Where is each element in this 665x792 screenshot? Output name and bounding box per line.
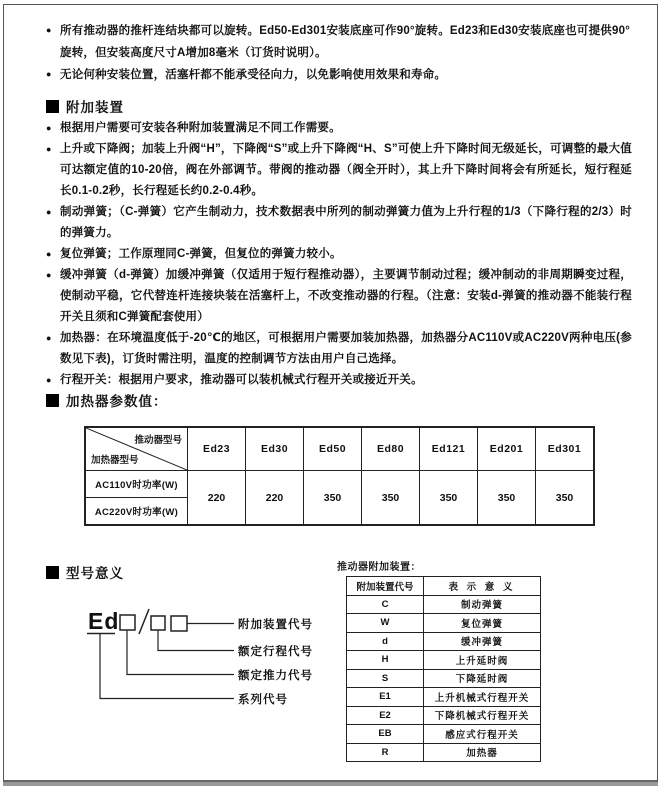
attachment-bullet: ● 行程开关：根据用户要求，推动器可以装机械式行程开关或接近开关。 [46, 370, 632, 391]
meaning-cell: 上升机械式行程开关 [424, 688, 541, 707]
table-row [347, 632, 541, 651]
meaning-cell: 下降延时阀 [424, 669, 541, 688]
code-cell: W [347, 614, 424, 633]
power-value: 220 [246, 471, 304, 526]
power-value: 350 [478, 471, 536, 526]
slash-mark [139, 609, 149, 634]
power-value: 350 [304, 471, 362, 526]
section-square-icon [46, 100, 59, 113]
meaning-cell: 缓冲弹簧 [424, 632, 541, 651]
column-header: 表 示 意 义 [424, 577, 541, 596]
table-header-row [347, 577, 541, 596]
attachment-bullet: ● 缓冲弹簧（d-弹簧）加缓冲弹簧（仅适用于短行程推动器），主要调节制动过程；缓冲制动的非周期瞬变过程，使制动平稳，它代替连杆连接块装在活塞杆上，不改变推动器的行程。（注意：安装d-弹簧的推动器不能装行程开关且须和C弹簧配套使用） [46, 265, 632, 328]
code-cell: E1 [347, 688, 424, 707]
attachment-code-box [171, 616, 187, 631]
attachment-bullet: ● 上升或下降阀；加装上升阀“H”，下降阀“S”或上升下降阀“H、S”可使上升下降时间无级延长，可调整的最大值可达额定值的10-20倍，阀在外部调节。带阀的推动器（阀全开时），其上升下降时间将会有所延长，短行程延长0.1-0.2秒，长行程延长约0.2-0.4秒。 [46, 139, 632, 202]
table-row [347, 743, 541, 762]
leader-line [127, 630, 234, 675]
column-header: Ed50 [304, 427, 362, 471]
meaning-cell: 感应式行程开关 [424, 725, 541, 744]
meaning-cell: 制动弹簧 [424, 595, 541, 614]
callout-label: 额定行程代号 [238, 646, 313, 658]
attachments-bullet-list [46, 118, 632, 391]
section-title-attachments [46, 96, 124, 116]
section-title-heater-params [46, 390, 168, 410]
power-value: 350 [362, 471, 420, 526]
callout-label: 系列代号 [238, 694, 288, 706]
callout-label: 额定推力代号 [238, 670, 313, 682]
leader-line [158, 630, 234, 651]
row-label: AC110V时功率(W) [85, 471, 188, 498]
column-header: Ed301 [536, 427, 595, 471]
attachment-bullet: ● 根据用户需要可安装各种附加装置满足不同工作需要。 [46, 118, 632, 139]
code-cell: E2 [347, 706, 424, 725]
intro-bullet: ● 无论何种安装位置，活塞杆都不能承受径向力，以免影响使用效果和寿命。 [46, 64, 630, 86]
meaning-cell: 复位弹簧 [424, 614, 541, 633]
attachment-bullet: ● 复位弹簧；工作原理同C-弹簧，但复位的弹簧力较小。 [46, 244, 632, 265]
column-header: Ed121 [420, 427, 478, 471]
column-header: Ed201 [478, 427, 536, 471]
section-title-text: 型号意义 [66, 566, 124, 581]
section-title-model-meaning [46, 562, 124, 582]
table-row [347, 614, 541, 633]
model-number-diagram [82, 598, 342, 713]
power-value: 350 [536, 471, 595, 526]
meaning-cell: 下降机械式行程开关 [424, 706, 541, 725]
table-row [347, 725, 541, 744]
code-cell: R [347, 743, 424, 762]
code-cell: EB [347, 725, 424, 744]
table-row [347, 651, 541, 670]
meaning-cell: 加热器 [424, 743, 541, 762]
corner-label-model: 推动器型号 [134, 435, 182, 446]
code-cell: H [347, 651, 424, 670]
attachment-codes-table [346, 576, 541, 762]
heater-parameters-table [84, 426, 595, 526]
code-cell: d [347, 632, 424, 651]
stroke-code-box [151, 616, 165, 630]
code-cell: C [347, 595, 424, 614]
leader-line [100, 634, 234, 699]
section-square-icon [46, 566, 59, 579]
code-cell: S [347, 669, 424, 688]
column-header: Ed80 [362, 427, 420, 471]
table-row [85, 471, 594, 498]
table-row [347, 688, 541, 707]
meaning-cell: 上升延时阀 [424, 651, 541, 670]
callout-label: 附加装置代号 [238, 619, 313, 631]
section-title-text: 附加装置 [66, 100, 124, 115]
table-row [347, 595, 541, 614]
thrust-code-box [120, 615, 135, 630]
row-label: AC220V时功率(W) [85, 498, 188, 526]
section-square-icon [46, 394, 59, 407]
attachment-bullet: ● 制动弹簧；（C-弹簧）它产生制动力，技术数据表中所列的制动弹簧力值为上升行程的1/3（下降行程的2/3）时的弹簧力。 [46, 202, 632, 244]
series-code-text: Ed [88, 608, 120, 634]
column-header: Ed23 [188, 427, 246, 471]
corner-label-heater: 加热器型号 [91, 455, 139, 466]
attachment-table-caption: 推动器附加装置： [337, 562, 421, 573]
attachment-bullet: ● 加热器：在环境温度低于-20℃的地区，可根据用户需要加装加热器，加热器分AC110V或AC220V两种电压(参数见下表)，订货时需注明，温度的控制调节方法由用户自己选择。 [46, 328, 632, 370]
table-row [347, 706, 541, 725]
intro-bullet: ● 所有推动器的推杆连结块都可以旋转。Ed50-Ed301安装底座可作90°旋转。Ed23和Ed30安装底座也可提供90°旋转，但安装高度尺寸A增加8毫米（订货时说明）。 [46, 20, 630, 64]
table-row [347, 669, 541, 688]
diagonal-header-cell [85, 427, 188, 471]
column-header: Ed30 [246, 427, 304, 471]
column-header: 附加装置代号 [347, 577, 424, 596]
table-header-row [85, 427, 594, 471]
power-value: 220 [188, 471, 246, 526]
power-value: 350 [420, 471, 478, 526]
section-title-text: 加热器参数值： [66, 394, 168, 409]
intro-bullet-list [46, 20, 630, 86]
